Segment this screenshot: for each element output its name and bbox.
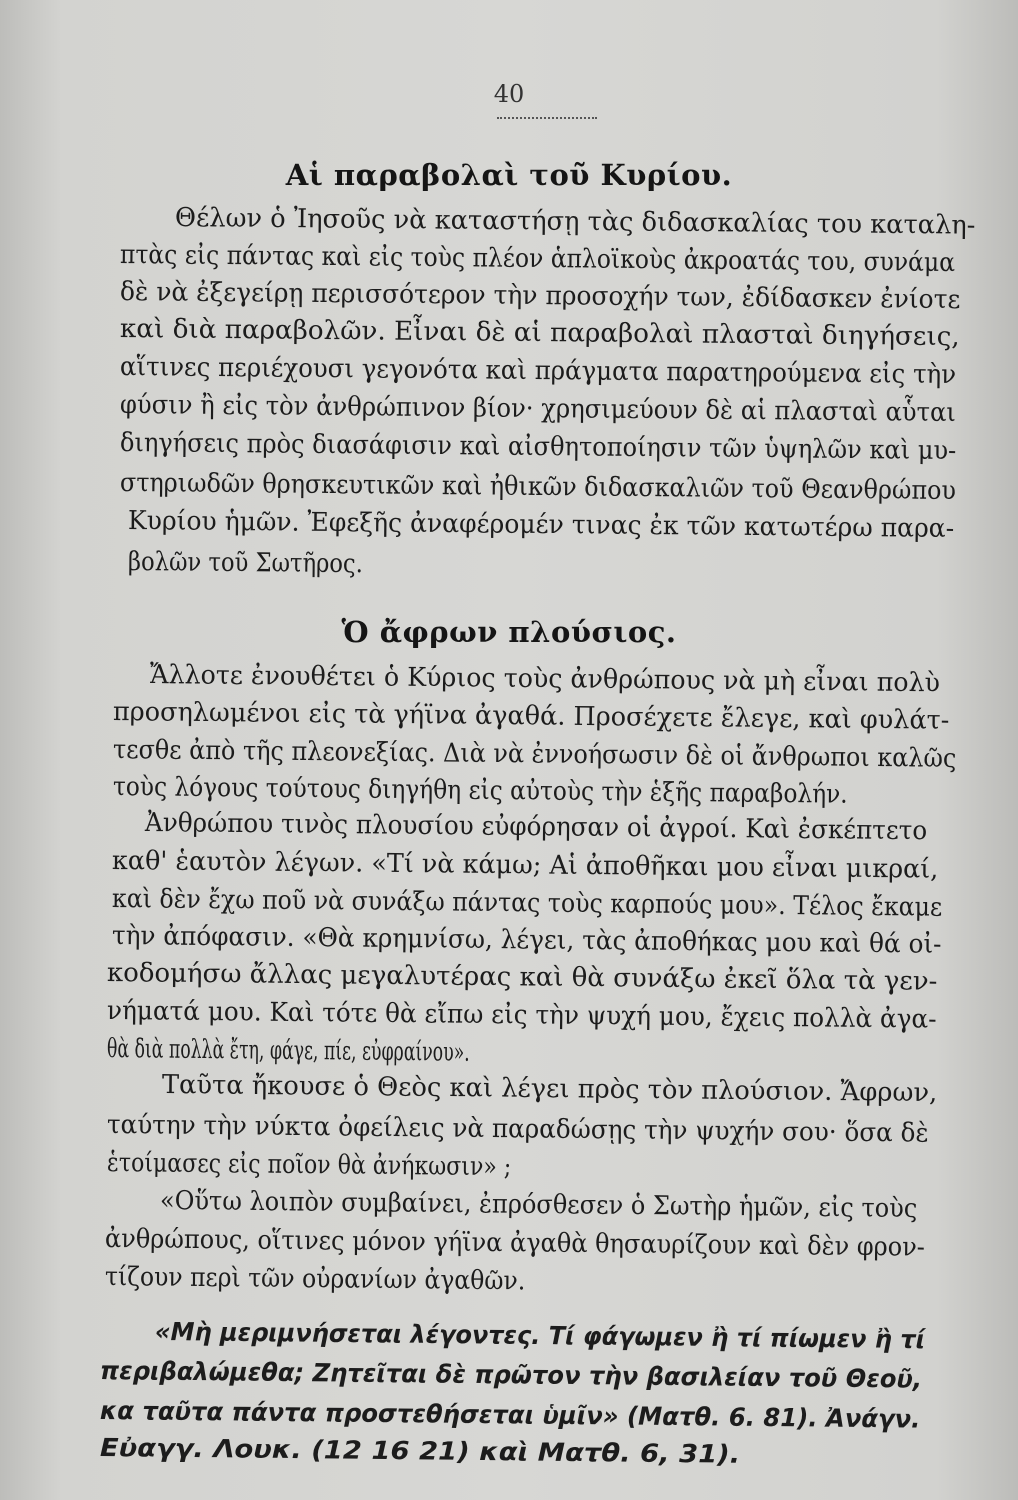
text-line: Ἄλλοτε ἐνουθέτει ὁ Κύριος τοὺς ἀνθρώπους νὰ μὴ εἶναι πολὺ <box>149 660 941 699</box>
text-line: περιβαλώμεθα; Ζητεῖται δὲ πρῶτον τὴν βασιλείαν τοῦ Θεοῦ, <box>99 1356 923 1394</box>
text-line: Κυρίου ἡμῶν. Ἐφεξῆς ἀναφέρομέν τινας ἐκ τῶν κατωτέρω παρα- <box>127 506 955 544</box>
text-line: Ἀνθρώπου τινὸς πλουσίου εὐφόρησαν οἱ ἀγροί. Καὶ ἐσκέπτετο <box>144 808 928 847</box>
text-line: Εὐαγγ. Λουκ. (12 16 21) καὶ Ματθ. 6, 31). <box>99 1433 741 1469</box>
text-line: τίζουν περὶ τῶν οὐρανίων ἀγαθῶν. <box>104 1262 526 1297</box>
text-line: φύσιν ἢ εἰς τὸν ἀνθρώπινον βίον· χρησιμεύουν δὲ αἱ πλασταὶ αὗται <box>119 390 957 429</box>
text-line: καὶ δὲν ἔχω ποῦ νὰ συνάξω πάντας τοὺς καρπούς μου». Τέλος ἔκαμε <box>111 884 943 923</box>
text-line: κοδομήσω ἄλλας μεγαλυτέρας καὶ θὰ συνάξω ἐκεῖ ὅλα τὰ γεν- <box>106 958 938 997</box>
text-line: τοὺς λόγους τούτους διηγήθη εἰς αὐτοὺς τὴν ἑξῆς παραβολήν. <box>112 772 848 810</box>
text-line: ἑτοίμασες εἰς ποῖον θὰ ἀνήκωσιν» ; <box>106 1148 512 1183</box>
text-line: καὶ διὰ παραβολῶν. Εἶναι δὲ αἱ παραβολαὶ πλασταὶ διηγήσεις, <box>119 314 960 353</box>
section-heading-rich-fool: Ὁ ἄφρων πλούσιος. <box>341 615 677 649</box>
text-line: αἵτινες περιέχουσι γεγονότα καὶ πράγματα παρατηρούμενα εἰς τὴν <box>119 352 957 391</box>
section-heading-parables: Αἱ παραβολαὶ τοῦ Κυρίου. <box>285 158 733 192</box>
text-line: Θέλων ὁ Ἰησοῦς νὰ καταστήσῃ τὰς διδασκαλίας του καταλη- <box>174 203 976 241</box>
page-number: 40 <box>493 80 525 108</box>
text-line: βολῶν τοῦ Σωτῆρος. <box>127 547 364 580</box>
text-line: Ταῦτα ἤκουσε ὁ Θεὸς καὶ λέγει πρὸς τὸν πλούσιον. Ἄφρων, <box>161 1070 938 1109</box>
text-line: δὲ νὰ ἐξεγείρῃ περισσότερον τὴν προσοχήν των, ἐδίδασκεν ἐνίοτε <box>119 277 961 316</box>
text-line: ταύτην τὴν νύκτα ὀφείλεις νὰ παραδώσῃς τὴν ψυχήν σου· ὅσα δὲ <box>106 1110 929 1149</box>
text-line: «Μὴ μεριμνήσεται λέγοντες. Τί φάγωμεν ἢ τί πίωμεν ἢ τί <box>154 1317 926 1355</box>
text-line: κα ταῦτα πάντα προστεθήσεται ὑμῖν» (Ματθ. 6. 81). Ἀνάγν. <box>99 1396 921 1434</box>
page-number-rule <box>497 117 597 119</box>
text-line: καθ' ἑαυτὸν λέγων. «Τί νὰ κάμω; Αἱ ἀποθῆκαι μου εἶναι μικραί, <box>111 846 939 885</box>
text-line: ἀνθρώπους, οἵτινες μόνον γήϊνα ἀγαθὰ θησαυρίζουν καὶ δὲν φρον- <box>104 1224 926 1263</box>
text-line: διηγήσεις πρὸς διασάφισιν καὶ αἰσθητοποίησιν τῶν ὑψηλῶν καὶ μυ- <box>119 428 957 467</box>
text-line: τὴν ἀπόφασιν. «Θὰ κρημνίσω, λέγει, τὰς ἀποθήκας μου καὶ θά οἰ- <box>111 921 942 960</box>
text-line: στηριωδῶν θρησκευτικῶν καὶ ἠθικῶν διδασκαλιῶν τοῦ Θεανθρώπου <box>119 468 957 507</box>
text-line: προσηλωμένοι εἰς τὰ γήϊνα ἀγαθά. Προσέχετε ἔλεγε, καὶ φυλάτ- <box>112 697 950 736</box>
text-line: νήματά μου. Καὶ τότε θὰ εἴπω εἰς τὴν ψυχή μου, ἔχεις πολλὰ ἀγα- <box>106 996 937 1035</box>
text-line: πτὰς εἰς πάντας καὶ εἰς τοὺς πλέον ἁπλοϊκοὺς ἀκροατάς του, συνάμα <box>119 240 956 279</box>
text-line: τεσθε ἀπὸ τῆς πλεονεξίας. Διὰ νὰ ἐννοήσωσιν δὲ οἱ ἄνθρωποι καλῶς <box>112 735 957 774</box>
text-line: «Οὕτω λοιπὸν συμβαίνει, ἐπρόσθεσεν ὁ Σωτὴρ ἡμῶν, εἰς τοὺς <box>159 1186 918 1224</box>
text-line: θὰ διὰ πολλὰ ἔτη, φάγε, πίε, εὐφραίνου». <box>106 1034 470 1068</box>
